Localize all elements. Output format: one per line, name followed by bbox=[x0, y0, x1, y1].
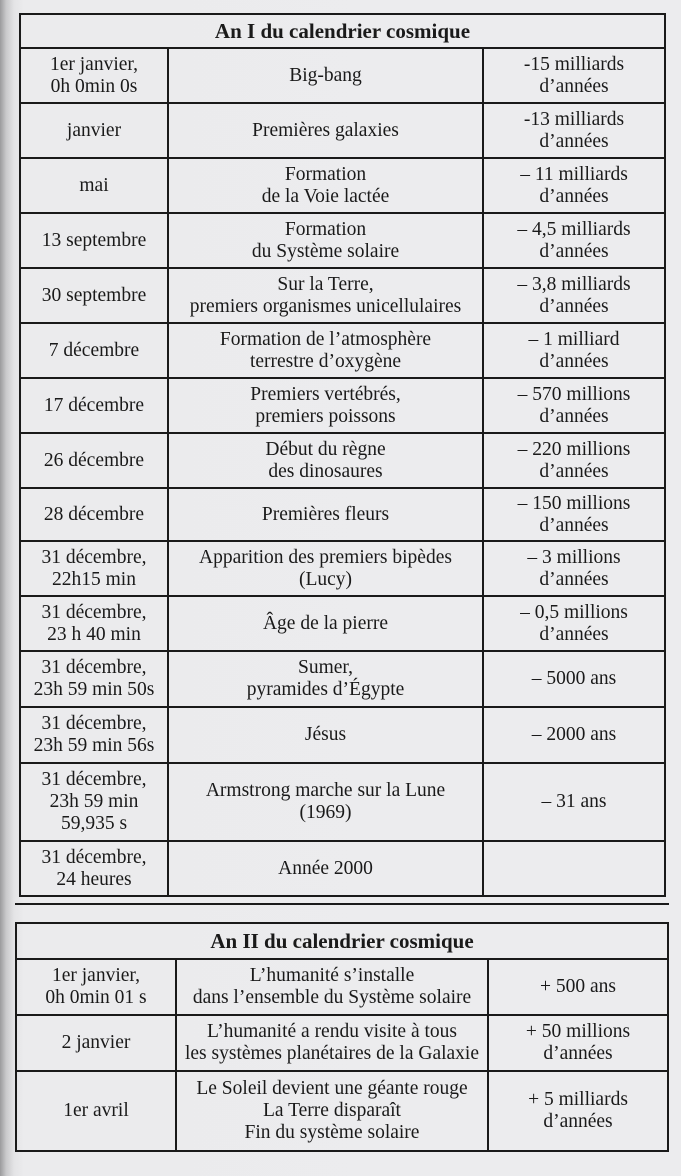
table-row bbox=[20, 541, 665, 596]
date-cell-line: 0h 0min 0s bbox=[50, 75, 138, 97]
date-cell bbox=[20, 48, 168, 103]
date-cell-line: 0h 0min 01 s bbox=[45, 987, 147, 1008]
time-cell-line: d’années bbox=[539, 130, 609, 152]
event-cell bbox=[168, 378, 483, 433]
event-cell-line: Fin du système solaire bbox=[244, 1122, 420, 1143]
time-cell-line: d’années bbox=[539, 460, 609, 482]
event-cell-line: pyramides d’Égypte bbox=[246, 679, 405, 700]
time-cell-line: d’années bbox=[539, 623, 609, 645]
date-cell-line: 23h 59 min 50s bbox=[33, 679, 155, 700]
event-cell bbox=[168, 488, 483, 541]
date-cell-line: 31 décembre, bbox=[41, 846, 147, 868]
time-cell-line: – 31 ans bbox=[541, 791, 607, 812]
event-cell-line: Armstrong marche sur la Lune bbox=[205, 780, 446, 801]
event-cell bbox=[168, 48, 483, 103]
year1-table bbox=[19, 13, 666, 897]
table-row bbox=[20, 378, 665, 433]
event-cell bbox=[176, 1071, 488, 1151]
event-cell-line: Sumer, bbox=[297, 657, 353, 678]
event-cell-line: du Système solaire bbox=[251, 240, 400, 262]
event-cell-line: Premiers vertébrés, bbox=[250, 383, 401, 405]
time-cell bbox=[483, 213, 665, 268]
event-cell bbox=[168, 323, 483, 378]
event-cell-line: Premières galaxies bbox=[252, 119, 399, 141]
event-cell-line: dans l’ensemble du Système solaire bbox=[192, 987, 472, 1008]
date-cell bbox=[20, 596, 168, 651]
event-cell-line: (Lucy) bbox=[298, 568, 353, 590]
date-cell-line: 23h 59 min 56s bbox=[33, 735, 155, 756]
event-cell-line: Formation de l’atmosphère bbox=[219, 328, 432, 350]
date-cell-line: 31 décembre, bbox=[41, 713, 147, 734]
date-cell bbox=[20, 103, 168, 158]
table-row bbox=[16, 959, 668, 1015]
time-cell-line: – 3,8 milliards bbox=[517, 273, 631, 295]
event-cell-line: Formation bbox=[284, 218, 367, 240]
time-cell bbox=[483, 103, 665, 158]
event-cell-line: Apparition des premiers bipèdes bbox=[199, 546, 452, 568]
time-cell-line: d’années bbox=[539, 405, 609, 427]
time-cell bbox=[483, 158, 665, 213]
date-cell-line: 31 décembre, bbox=[41, 769, 147, 790]
date-cell-line: 28 décembre bbox=[43, 503, 145, 525]
date-cell-line: 17 décembre bbox=[43, 394, 145, 416]
time-cell bbox=[483, 268, 665, 323]
time-cell-line: – 11 milliards bbox=[520, 163, 628, 185]
date-cell-line: 2 janvier bbox=[61, 1032, 131, 1053]
table-row bbox=[16, 1071, 668, 1151]
event-cell-line: premiers poissons bbox=[255, 405, 396, 427]
date-cell-line: 24 heures bbox=[56, 868, 132, 890]
date-cell bbox=[20, 378, 168, 433]
time-cell-line: d’années bbox=[539, 295, 609, 317]
time-cell bbox=[483, 488, 665, 541]
time-cell-line: + 5 milliards bbox=[528, 1089, 628, 1110]
date-cell-line: 59,935 s bbox=[60, 813, 128, 834]
time-cell bbox=[483, 707, 665, 763]
time-cell-line: – 3 millions bbox=[527, 546, 621, 568]
time-cell bbox=[483, 596, 665, 651]
date-cell-line: 13 septembre bbox=[41, 229, 147, 251]
table-row bbox=[20, 707, 665, 763]
time-cell bbox=[483, 841, 665, 896]
event-cell-line: (1969) bbox=[299, 802, 352, 823]
date-cell-line: 1er janvier, bbox=[49, 53, 138, 75]
time-cell bbox=[483, 323, 665, 378]
event-cell-line: Jésus bbox=[304, 724, 347, 745]
table-row bbox=[20, 103, 665, 158]
time-cell-line: – 1 milliard bbox=[528, 328, 620, 350]
event-cell-line: Âge de la pierre bbox=[262, 612, 389, 634]
event-cell-line: des dinosaures bbox=[268, 460, 383, 482]
date-cell bbox=[20, 707, 168, 763]
time-cell bbox=[488, 1071, 668, 1151]
year2-title: An II du calendrier cosmique bbox=[16, 923, 668, 959]
table-row bbox=[20, 651, 665, 707]
date-cell-line: 26 décembre bbox=[43, 449, 145, 471]
event-cell bbox=[168, 213, 483, 268]
event-cell bbox=[168, 841, 483, 896]
time-cell-line: d’années bbox=[539, 514, 609, 536]
event-cell bbox=[168, 268, 483, 323]
table-row bbox=[16, 1015, 668, 1071]
event-cell bbox=[168, 433, 483, 488]
date-cell bbox=[20, 488, 168, 541]
date-cell-line: 22h15 min bbox=[52, 568, 136, 590]
date-cell-line: 31 décembre, bbox=[41, 546, 147, 568]
table-row bbox=[20, 433, 665, 488]
time-cell bbox=[488, 959, 668, 1015]
time-cell-line: – 150 millions bbox=[517, 492, 631, 514]
event-cell-line: Sur la Terre, bbox=[277, 273, 374, 295]
separator-rule bbox=[15, 903, 669, 905]
time-cell bbox=[483, 378, 665, 433]
date-cell-line: 31 décembre, bbox=[41, 601, 147, 623]
date-cell bbox=[20, 268, 168, 323]
event-cell bbox=[176, 959, 488, 1015]
date-cell-line: mai bbox=[79, 174, 109, 196]
event-cell bbox=[168, 596, 483, 651]
date-cell bbox=[20, 763, 168, 841]
event-cell-line: de la Voie lactée bbox=[261, 185, 390, 207]
event-cell-line: les systèmes planétaires de la Galaxie bbox=[184, 1043, 479, 1064]
date-cell-line: 30 septembre bbox=[41, 284, 147, 306]
time-cell bbox=[488, 1015, 668, 1071]
time-cell-line: – 570 millions bbox=[517, 383, 631, 405]
event-cell bbox=[168, 541, 483, 596]
event-cell-line: premiers organismes unicellulaires bbox=[189, 295, 462, 317]
time-cell-line: – 0,5 millions bbox=[520, 601, 628, 623]
time-cell bbox=[483, 48, 665, 103]
date-cell-line: 1er avril bbox=[63, 1100, 129, 1121]
date-cell-line: 23 h 40 min bbox=[47, 623, 141, 645]
event-cell-line: L’humanité s’installe bbox=[249, 965, 415, 986]
time-cell-line: d’années bbox=[539, 75, 609, 97]
time-cell-line: -15 milliards bbox=[523, 53, 625, 75]
time-cell-line: d’années bbox=[543, 1111, 613, 1132]
table-row bbox=[20, 841, 665, 896]
date-cell-line: 1er janvier, bbox=[51, 965, 140, 986]
event-cell-line: terrestre d’oxygène bbox=[249, 350, 402, 372]
time-cell-line: d’années bbox=[539, 240, 609, 262]
time-cell bbox=[483, 651, 665, 707]
date-cell bbox=[20, 213, 168, 268]
date-cell bbox=[16, 959, 176, 1015]
table-row bbox=[20, 158, 665, 213]
time-cell-line: d’années bbox=[539, 350, 609, 372]
time-cell bbox=[483, 433, 665, 488]
time-cell-line: – 220 millions bbox=[517, 438, 631, 460]
event-cell-line: Début du règne bbox=[265, 438, 386, 460]
time-cell bbox=[483, 763, 665, 841]
event-cell-line: Le Soleil devient une géante rouge bbox=[196, 1078, 468, 1099]
time-cell-line: d’années bbox=[539, 185, 609, 207]
event-cell bbox=[176, 1015, 488, 1071]
date-cell bbox=[20, 433, 168, 488]
time-cell-line: – 2000 ans bbox=[531, 724, 617, 745]
table-row bbox=[20, 323, 665, 378]
date-cell bbox=[20, 541, 168, 596]
date-cell bbox=[16, 1071, 176, 1151]
table-row bbox=[20, 763, 665, 841]
time-cell-line: -13 milliards bbox=[523, 108, 625, 130]
event-cell-line: Premières fleurs bbox=[261, 503, 390, 525]
time-cell-line: d’années bbox=[539, 568, 609, 590]
time-cell-line: – 5000 ans bbox=[531, 668, 617, 689]
date-cell-line: janvier bbox=[66, 119, 122, 141]
event-cell bbox=[168, 707, 483, 763]
table-row bbox=[20, 488, 665, 541]
event-cell bbox=[168, 103, 483, 158]
event-cell-line: L’humanité a rendu visite à tous bbox=[206, 1021, 457, 1042]
event-cell-line: Big-bang bbox=[289, 64, 362, 86]
time-cell-line: d’années bbox=[543, 1043, 613, 1064]
table-row bbox=[20, 268, 665, 323]
table-row bbox=[20, 596, 665, 651]
event-cell-line: Année 2000 bbox=[278, 857, 373, 879]
event-cell-line: La Terre disparaît bbox=[263, 1100, 401, 1121]
table-row bbox=[20, 213, 665, 268]
date-cell-line: 23h 59 min bbox=[49, 791, 139, 812]
time-cell bbox=[483, 541, 665, 596]
event-cell-line: Formation bbox=[284, 163, 367, 185]
date-cell bbox=[20, 651, 168, 707]
date-cell-line: 31 décembre, bbox=[41, 657, 147, 678]
date-cell bbox=[20, 841, 168, 896]
time-cell-line: + 50 millions bbox=[525, 1021, 631, 1042]
event-cell bbox=[168, 763, 483, 841]
year2-table bbox=[15, 922, 669, 1152]
event-cell bbox=[168, 651, 483, 707]
time-cell-line: + 500 ans bbox=[540, 976, 616, 997]
time-cell-line: – 4,5 milliards bbox=[517, 218, 631, 240]
year1-title: An I du calendrier cosmique bbox=[20, 14, 665, 48]
date-cell bbox=[20, 323, 168, 378]
date-cell-line: 7 décembre bbox=[48, 339, 140, 361]
event-cell bbox=[168, 158, 483, 213]
table-row bbox=[20, 48, 665, 103]
date-cell bbox=[20, 158, 168, 213]
date-cell bbox=[16, 1015, 176, 1071]
